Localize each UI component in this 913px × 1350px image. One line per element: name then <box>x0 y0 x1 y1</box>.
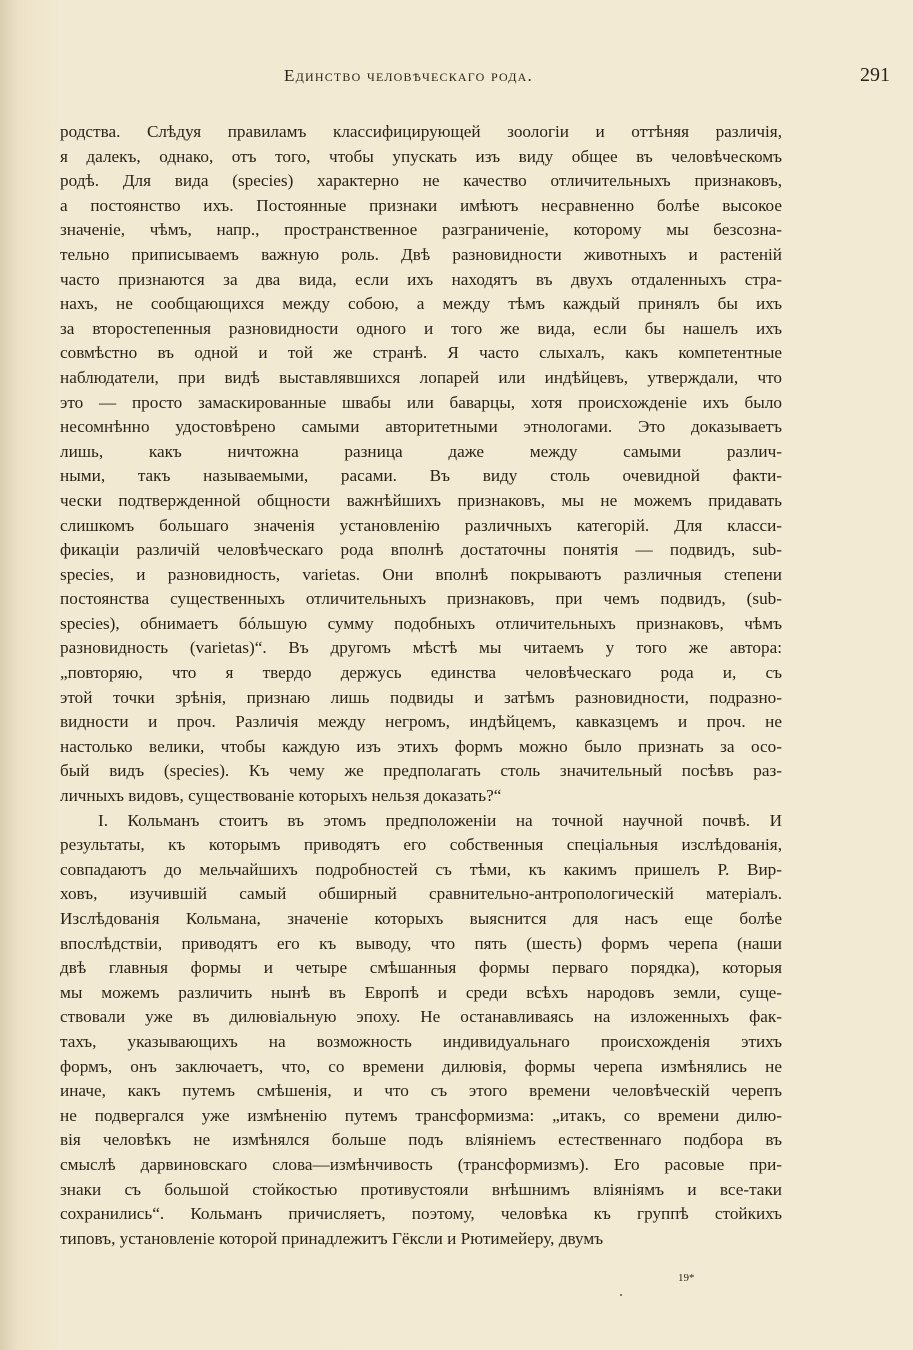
text-line: чески подтвержденной общности важнѣйшихъ признаковъ, мы не можемъ придавать <box>60 490 782 510</box>
text-line: результаты, къ которымъ приводятъ его собственныя спеціальныя изслѣдованія, <box>60 835 782 855</box>
text-line: этой точки зрѣнія, признаю лишь подвиды и затѣмъ разновидности, подразно- <box>60 687 782 707</box>
text-line: нахъ, не сообщающихся между собою, а между тѣмъ каждый принялъ бы ихъ <box>60 294 782 314</box>
text-line: двѣ главныя формы и четыре смѣшанныя формы перваго порядка), которыя <box>60 958 782 978</box>
text-line: разновидность (varietas)“. Въ другомъ мѣстѣ мы читаемъ у того же автора: <box>60 638 782 658</box>
text-line: а постоянство ихъ. Постоянные признаки имѣютъ несравненно болѣе высокое <box>60 195 782 215</box>
text-line: тахъ, указывающихъ на возможность индивидуальнаго происхожденія этихъ <box>60 1031 782 1051</box>
text-line: лишь, какъ ничтожна разница даже между самыми различ- <box>60 441 782 461</box>
text-line: смыслѣ дарвиновскаго слова—измѣнчивость (трансформизмъ). Его расовые при- <box>60 1154 782 1174</box>
text-line: несомнѣнно удостовѣрено самыми авторитетными этнологами. Это доказываетъ <box>60 417 782 437</box>
text-line: мы можемъ различить нынѣ въ Европѣ и среди всѣхъ народовъ земли, суще- <box>60 982 782 1002</box>
text-line: ными, такъ называемыми, расами. Въ виду столь очевидной факти- <box>60 466 782 486</box>
text-line: фикаціи различій человѣческаго рода вполнѣ достаточны понятія — подвидъ, sub- <box>60 540 782 560</box>
text-line: знаки съ большой стойкостью противустояли внѣшнимъ вліяніямъ и все-таки <box>60 1179 782 1199</box>
text-line: ствовали уже въ дилювіальную эпоху. Не останавливаясь на изложенныхъ фак- <box>60 1007 782 1027</box>
text-line: родства. Слѣдуя правиламъ классифицирующей зоологіи и оттѣняя различія, <box>60 122 782 141</box>
text-line: species, и разновидность, varietas. Они вполнѣ покрываютъ различныя степени <box>60 564 782 584</box>
text-line: не подвергался уже измѣненію путемъ трансформизма: „итакъ, со времени дилю- <box>60 1105 782 1125</box>
page-header <box>60 66 890 96</box>
text-line: часто признаются за два вида, если ихъ находятъ въ двухъ отдаленныхъ стра- <box>60 269 782 289</box>
text-line: впослѣдствіи, приводятъ его къ выводу, что пять (шесть) формъ черепа (наши <box>60 933 782 953</box>
text-line: формъ, онъ заключаетъ, что, со времени дилювія, формы черепа измѣнялись не <box>60 1056 782 1076</box>
text-line: совпадаютъ до мельчайшихъ подробностей съ тѣми, къ какимъ пришелъ Р. Вир- <box>60 859 782 879</box>
printer-signature: 19* <box>678 1272 695 1284</box>
text-line: иначе, какъ путемъ смѣшенія, и что съ этого времени человѣческій черепъ <box>60 1081 782 1101</box>
text-line: вія человѣкъ не измѣнялся больше подъ вліяніемъ естественнаго подбора въ <box>60 1130 782 1150</box>
text-line: сохранились“. Кольманъ причисляетъ, поэтому, человѣка къ группѣ стойкихъ <box>60 1204 782 1224</box>
text-line: наблюдатели, при видѣ выставлявшихся лопарей или индѣйцевъ, утверждали, что <box>60 367 782 387</box>
text-line: бый видъ (species). Къ чему же предполагать столь значительный посѣвъ раз- <box>60 761 782 781</box>
text-line: настолько велики, чтобы каждую изъ этихъ формъ можно было признать за осо- <box>60 736 782 756</box>
page-number: 291 <box>860 64 890 86</box>
text-line: это — просто замаскированные швабы или баварцы, хотя происхожденіе ихъ было <box>60 392 782 412</box>
text-line: личныхъ видовъ, существованіе которыхъ нельзя доказать?“ <box>60 786 502 806</box>
text-line: родѣ. Для вида (species) характерно не качество отличительныхъ признаковъ, <box>60 171 782 191</box>
text-line: I. Кольманъ стоитъ въ этомъ предположеніи на точной научной почвѣ. И <box>98 810 782 830</box>
text-line: я далекъ, однако, отъ того, чтобы упускать изъ виду общее въ человѣческомъ <box>60 146 782 166</box>
text-line: ховъ, изучившій самый обширный сравнительно-антропологическій матеріалъ. <box>60 884 782 904</box>
text-line: Изслѣдованія Кольмана, значеніе которыхъ выяснится для насъ еще болѣе <box>60 909 782 928</box>
text-line: „повторяю, что я твердо держусь единства человѣческаго рода и, съ <box>60 663 782 683</box>
text-line: постоянства существенныхъ отличительныхъ признаковъ, при чемъ подвидъ, (sub- <box>60 589 782 609</box>
text-line: за второстепенныя разновидности одного и того же вида, если бы нашелъ ихъ <box>60 318 782 338</box>
text-line: species), обнимаетъ бóльшую сумму подобныхъ отличительныхъ признаковъ, чѣмъ <box>60 613 782 633</box>
body-text <box>60 120 782 1251</box>
text-line: значеніе, чѣмъ, напр., пространственное разграниченіе, которому мы безсозна- <box>60 220 782 240</box>
text-line: типовъ, установленіе которой принадлежитъ Гёксли и Рютимейеру, двумъ <box>60 1228 604 1248</box>
ink-dot <box>620 1294 622 1296</box>
text-line: слишкомъ большаго значенія установленію различныхъ категорій. Для класси- <box>60 515 782 535</box>
text-line: совмѣстно въ одной и той же странѣ. Я часто слыхалъ, какъ компетентные <box>60 343 782 363</box>
running-title: Единство человѣческаго рода. <box>284 66 533 85</box>
text-line: видности и проч. Различія между негромъ, индѣйцемъ, кавказцемъ и проч. не <box>60 712 782 732</box>
text-line: тельно приписываемъ важную роль. Двѣ разновидности животныхъ и растеній <box>60 244 782 264</box>
